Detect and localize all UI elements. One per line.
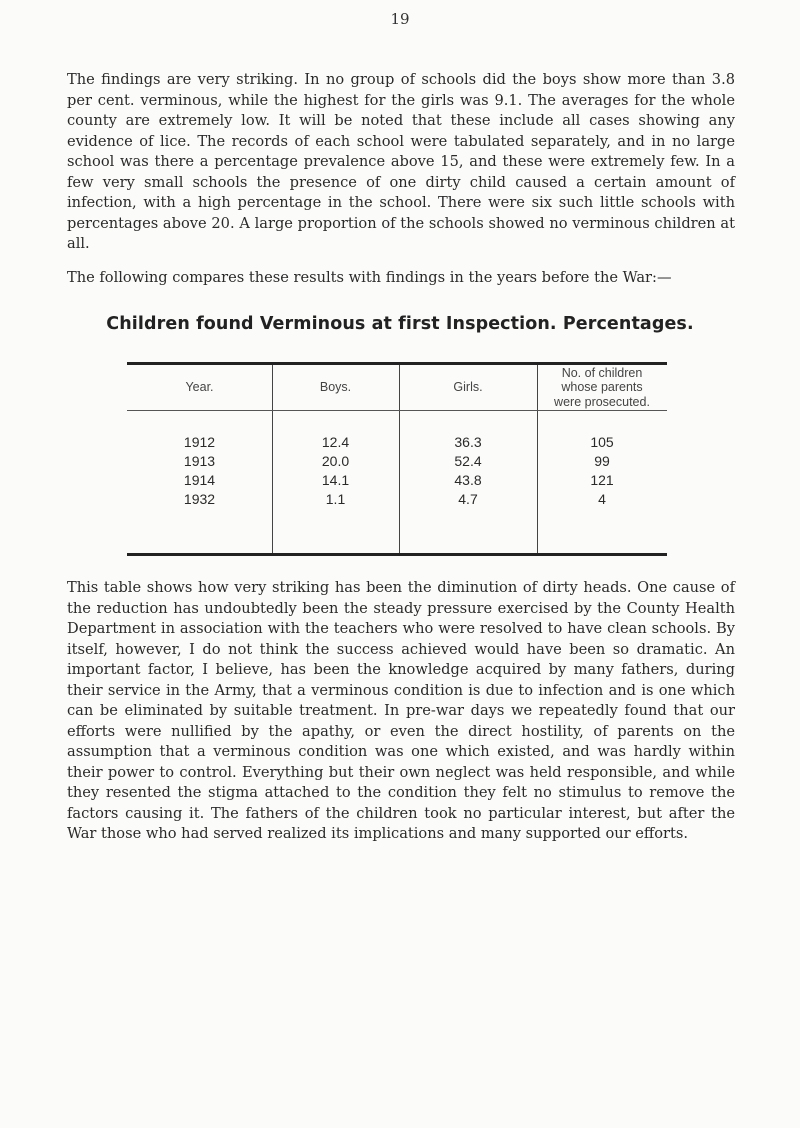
table-cell-girls: 43.8 xyxy=(454,472,482,488)
table-cell-prosecuted: 4 xyxy=(598,491,606,507)
table-cell-boys: 1.1 xyxy=(325,491,346,507)
verminous-table xyxy=(127,362,667,556)
header-prosecuted: No. of children whose parents were prosecuted. xyxy=(554,365,650,409)
table-cell-year: 1913 xyxy=(183,453,216,469)
header-boys: Boys. xyxy=(319,380,352,395)
header-year: Year. xyxy=(185,380,214,395)
paragraph-findings: The findings are very striking. In no group of schools did the boys show more than 3.8 per cent. verminous, while the highest for the girls was 9.1. The averages for the whole county are extremely low. It will be noted that these include all cases showing any evidence of lice. The records of each school were tabulated separately, and in no large school was there a percentage prevalence above 15, and these were extremely few. In a few very small schools the presence of one dirty child caused a certain amount of infection, with a high percentage in the school. There were six such little schools with percentages above 20. A large proportion of the schools showed no verminous children at all. xyxy=(67,71,735,252)
page-number: 19 xyxy=(390,10,410,28)
table-cell-boys: 20.0 xyxy=(321,453,350,469)
table-title: Children found Verminous at first Inspection. Percentages. xyxy=(106,314,694,334)
table-cell-year: 1912 xyxy=(183,434,216,450)
table-cell-prosecuted: 121 xyxy=(590,472,614,488)
table-cell-year: 1932 xyxy=(183,491,216,507)
table-cell-year: 1914 xyxy=(183,472,216,488)
header-girls: Girls. xyxy=(453,380,483,395)
table-cell-prosecuted: 99 xyxy=(594,453,610,469)
table-cell-girls: 4.7 xyxy=(458,491,478,507)
paragraph-discussion: This table shows how very striking has been the diminution of dirty heads. One cause of the reduction has undoubtedly been the steady pressure exercised by the County Health Department in association with the teachers who were resolved to have clean schools. By itself, however, I do not think the success achieved would have been so dramatic. An important factor, I believe, has been the knowledge acquired by many fathers, during their service in the Army, that a verminous condition is due to infection and is one which can be eliminated by suitable treatment. In pre-war days we repeatedly found that our efforts were nullified by the apathy, or even the direct hostility, of parents on the assumption that a verminous condition was one which existed, and was hardly within their power to control. Everything but their own neglect was held responsible, and while they resented the stigma attached to the condition they felt no stimulus to remove the factors causing it. The fathers of the children took no particular interest, but after the War those who had served realized its implications and many supported our efforts. xyxy=(67,579,735,842)
paragraph-comparison-intro: The following compares these results with findings in the years before the War:— xyxy=(67,269,672,286)
table-cell-prosecuted: 105 xyxy=(590,434,614,450)
table-cell-girls: 36.3 xyxy=(454,434,482,450)
header-divider xyxy=(127,410,667,411)
table-cell-boys: 14.1 xyxy=(321,472,350,488)
table-cell-boys: 12.4 xyxy=(321,434,350,450)
table-cell-girls: 52.4 xyxy=(454,453,482,469)
